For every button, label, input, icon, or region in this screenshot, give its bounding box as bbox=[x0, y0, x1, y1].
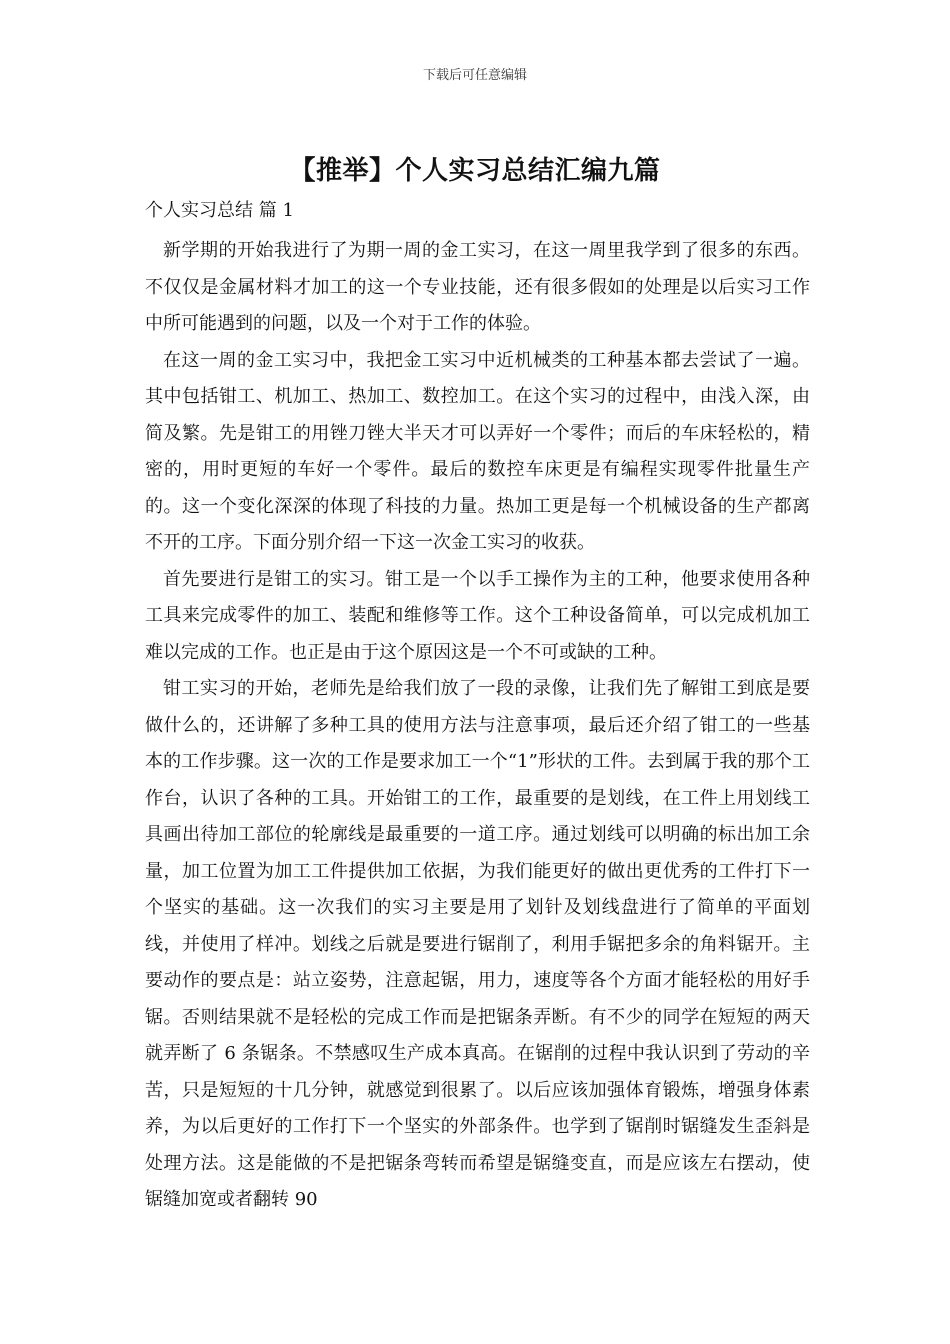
document-title: 【推举】个人实习总结汇编九篇 bbox=[289, 156, 661, 186]
paragraph-2: 在这一周的金工实习中，我把金工实习中近机械类的工种基本都去尝试了一遍。其中包括钳工、机加工、热加工、数控加工。在这个实习的过程中，由浅入深，由简及繁。先是钳工的用锉刀锉大半天才可以弄好一个零件；而后的车床轻松的，精密的，用时更短的车好一个零件。最后的数控车床更是有编程实现零件批量生产的。这一个变化深深的体现了科技的力量。热加工更是每一个机械设备的生产都离不开的工序。下面分别介绍一下这一次金工实习的收获。 bbox=[145, 349, 810, 553]
page-header-note: 下载后可任意编辑 bbox=[422, 68, 527, 83]
paragraph-4: 钳工实习的开始，老师先是给我们放了一段的录像，让我们先了解钳工到底是要做什么的，还讲解了多种工具的使用方法与注意事项，最后还介绍了钳工的一些基本的工作步骤。这一次的工作是要求加工一个“1”形状的工件。去到属于我的那个工作台，认识了各种的工具。开始钳工的工作，最重要的是划线，在工件上用划线工具画出待加工部位的轮廓线是最重要的一道工序。通过划线可以明确的标出加工余量，加工位置为加工工件提供加工依据，为我们能更好的做出更优秀的工件打下一个坚实的基础。这一次我们的实习主要是用了划针及划线盘进行了简单的平面划线，并使用了样冲。划线之后就是要进行锯削了，利用手锯把多余的角料锯开。主要动作的要点是：站立姿势，注意起锯，用力，速度等各个方面才能轻松的用好手锯。否则结果就不是轻松的完成工作而是把锯条弄断。有不少的同学在短短的两天就弄断了 6 条锯条。不禁感叹生产成本真高。在锯削的过程中我认识到了劳动的辛苦，只是短短的十几分钟，就感觉到很累了。以后应该加强体育锻炼，增强身体素养，为以后更好的工作打下一个坚实的外部条件。也学到了锯削时锯缝发生歪斜是处理方法。这是能做的不是把锯条弯转而希望是锯缝变直，而是应该左右摆动，使锯缝加宽或者翻转 90 bbox=[145, 678, 810, 1210]
paragraph-1: 新学期的开始我进行了为期一周的金工实习，在这一周里我学到了很多的东西。不仅仅是金属材料才加工的这一个专业技能，还有很多假如的处理是以后实习工作中所可能遇到的问题，以及一个对于工作的体验。 bbox=[145, 240, 810, 334]
section-heading: 个人实习总结 篇 1 bbox=[145, 200, 294, 221]
document-body bbox=[145, 199, 810, 1219]
paragraph-3: 首先要进行是钳工的实习。钳工是一个以手工操作为主的工种，他要求使用各种工具来完成零件的加工、装配和维修等工作。这个工种设备简单，可以完成机加工难以完成的工作。也正是由于这个原因这是一个不可或缺的工种。 bbox=[145, 568, 810, 663]
